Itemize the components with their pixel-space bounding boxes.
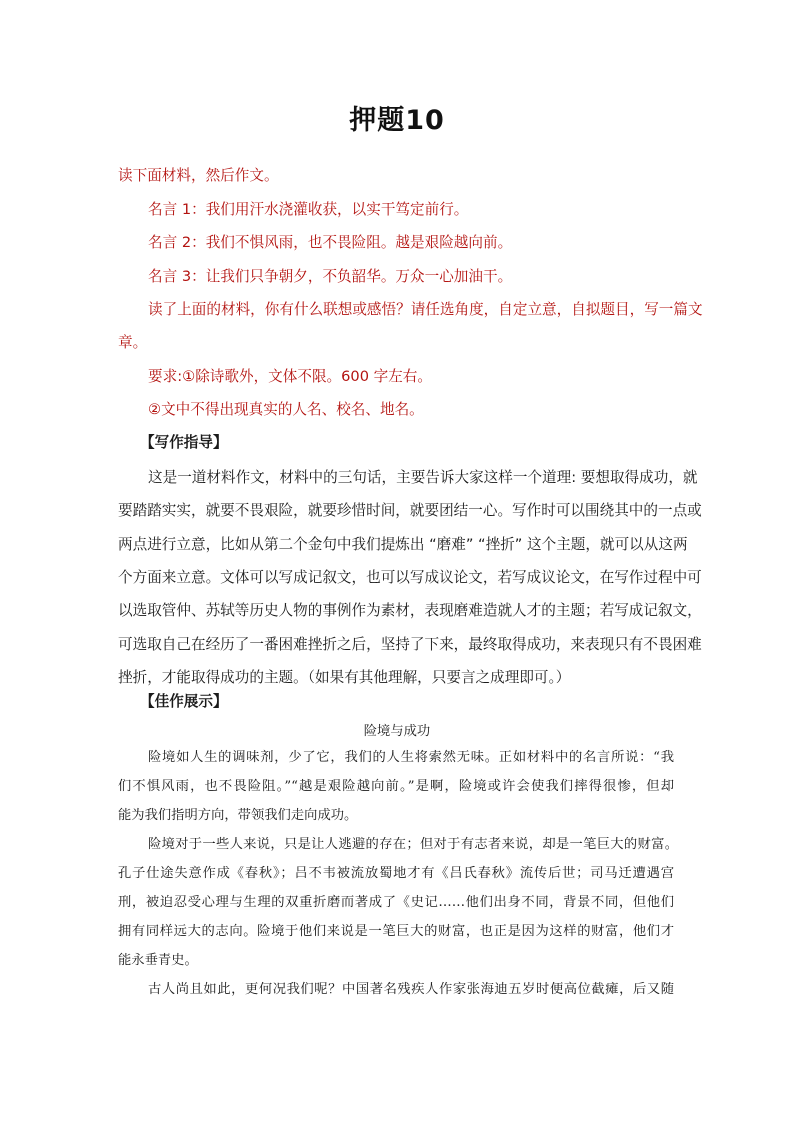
essay-title: 险境与成功	[363, 724, 431, 739]
showcase-heading: 【佳作展示】	[140, 693, 228, 710]
essay-line-7: 拥有同样远大的志向。险境于他们来说是一笔巨大的财富，也正是因为这样的财富，他们才	[118, 924, 674, 939]
guide-line-3: 两点进行立意，比如从第二个金句中我们提炼出 “磨难” “挫折” 这个主题，就可以从这两	[118, 536, 688, 553]
guide-line-4: 个方面来立意。文体可以写成记叙文，也可以写成议论文，若写成议论文，在写作过程中可	[118, 569, 702, 586]
guide-line-7: 挫折，才能取得成功的主题。（如果有其他理解，只要言之成理即可。）	[118, 669, 571, 686]
prompt-line-2: 章。	[118, 334, 148, 351]
guide-line-2: 要踏踏实实，就要不畏艰险，就要珍惜时间，就要团结一心。写作时可以围绕其中的一点或	[118, 502, 702, 519]
page-title: 押题10	[349, 105, 445, 136]
prompt-line-1: 读了上面的材料，你有什么联想或感悟？请任选角度，自定立意，自拟题目，写一篇文	[148, 301, 703, 318]
essay-line-9: 古人尚且如此，更何况我们呢？中国著名残疾人作家张海迪五岁时便高位截瘫，后又随	[148, 982, 674, 997]
quote-1: 名言 1：我们用汗水浇灌收获，以实干笃定前行。	[148, 201, 469, 218]
guide-line-6: 可选取自己在经历了一番困难挫折之后，坚持了下来，最终取得成功，来表现只有不畏困难	[118, 636, 702, 653]
essay-line-5: 孔子仕途失意作成《春秋》；吕不韦被流放蜀地才有《吕氏春秋》流传后世；司马迁遭遇宫	[118, 866, 674, 881]
essay-line-4: 险境对于一些人来说，只是让人逃避的存在；但对于有志者来说，却是一笔巨大的财富。	[148, 837, 678, 852]
guide-line-5: 以选取管仲、苏轼等历史人物的事例作为素材，表现磨难造就人才的主题；若写成记叙文，	[118, 602, 702, 619]
essay-line-3: 能为我们指明方向，带领我们走向成功。	[118, 808, 358, 823]
guide-heading: 【写作指导】	[140, 434, 228, 451]
requirement-item-1: ①除诗歌外，文体不限。600 字左右。	[182, 368, 433, 385]
quote-2: 名言 2：我们不惧风雨，也不畏险阻。越是艰险越向前。	[148, 234, 513, 251]
essay-line-8: 能永垂青史。	[118, 953, 198, 968]
guide-line-1: 这是一道材料作文，材料中的三句话，主要告诉大家这样一个道理: 要想取得成功，就	[148, 469, 698, 486]
requirements-label: 要求:	[148, 368, 183, 385]
instruction-text: 读下面材料，然后作文。	[118, 167, 279, 184]
quote-3: 名言 3：让我们只争朝夕，不负韶华。万众一心加油干。	[148, 268, 513, 285]
essay-line-2: 们不惧风雨，也不畏险阻。”“越是艰险越向前。”是啊，险境或许会使我们摔得很惨，但却	[118, 779, 674, 794]
essay-line-1: 险境如人生的调味剂，少了它，我们的人生将索然无味。正如材料中的名言所说：“我	[148, 750, 674, 765]
essay-line-6: 刑，被迫忍受心理与生理的双重折磨而著成了《史记……他们出身不同，背景不同，但他们	[118, 895, 674, 910]
requirements	[148, 365, 432, 386]
requirement-item-2: ②文中不得出现真实的人名、校名、地名。	[148, 401, 424, 418]
